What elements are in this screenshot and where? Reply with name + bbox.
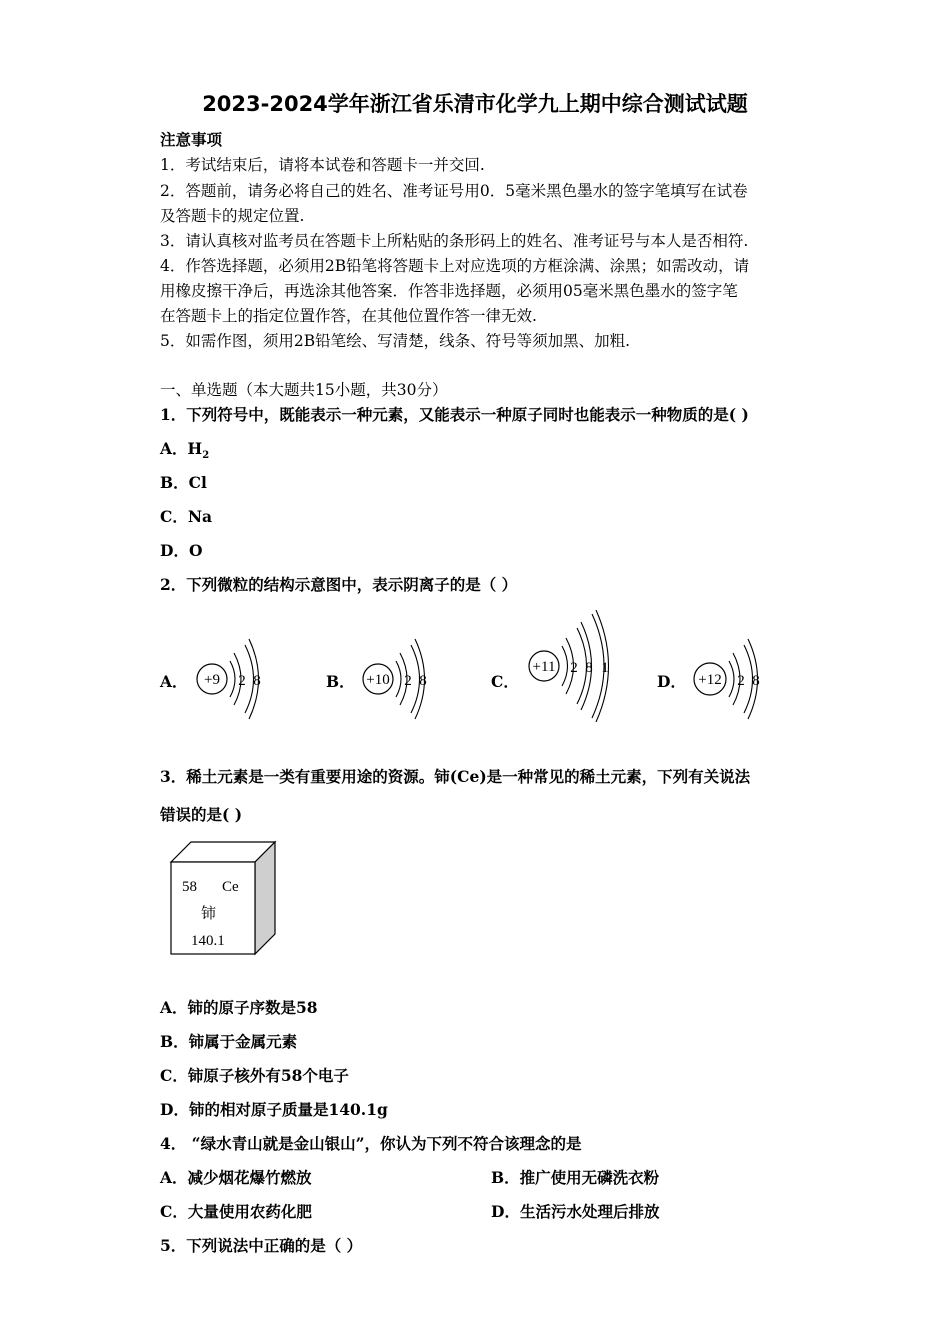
- q3-option-d: D．铈的相对原子质量是140.1g: [160, 1100, 388, 1119]
- option-formula: O: [188, 541, 203, 560]
- shell-electrons: 8: [253, 673, 261, 689]
- option-label: C．: [160, 507, 188, 526]
- q3-option-a: A．铈的原子序数是58: [160, 998, 318, 1017]
- option-formula: Na: [187, 507, 213, 526]
- shell-electrons: 2: [238, 673, 246, 689]
- option-formula: H: [187, 439, 203, 458]
- notice-line: 及答题卡的规定位置.: [160, 207, 305, 225]
- q2-option-b-label: B．: [326, 672, 355, 691]
- notice-line: 3．请认真核对监考员在答题卡上所粘贴的条形码上的姓名、准考证号与本人是否相符.: [160, 232, 749, 250]
- shell-electrons: 8: [419, 673, 427, 689]
- question-3-stem: 3．稀土元素是一类有重要用途的资源。铈(Ce)是一种常见的稀土元素，下列有关说法: [160, 767, 751, 786]
- atom-diagram-c: [524, 610, 616, 722]
- nucleus-charge: +12: [698, 672, 722, 688]
- option-subscript: 2: [202, 450, 210, 462]
- electron-shell-arc: [729, 661, 734, 697]
- notice-line: 在答题卡上的指定位置作答，在其他位置作答一律无效.: [160, 307, 537, 325]
- electron-shell-arc: [744, 645, 753, 713]
- question-1-stem: 1．下列符号中，既能表示一种元素，又能表示一种原子同时也能表示一种物质的是( ): [160, 405, 749, 424]
- element-name: 铈: [201, 904, 217, 922]
- option-formula: Cl: [188, 473, 207, 492]
- nucleus-charge: +11: [532, 659, 556, 675]
- q1-option-c: [160, 505, 212, 527]
- q4-option-a: A．减少烟花爆竹燃放: [160, 1168, 312, 1187]
- shell-electrons: 8: [752, 673, 760, 689]
- question-2-stem: 2．下列微粒的结构示意图中，表示阴离子的是（ ）: [160, 575, 518, 594]
- q1-option-a: [160, 437, 209, 461]
- q1-option-b: [160, 471, 207, 493]
- question-5-stem: 5．下列说法中正确的是（ ）: [160, 1236, 363, 1255]
- option-label: B．: [160, 473, 189, 492]
- q3-option-c: C．铈原子核外有58个电子: [160, 1066, 349, 1085]
- q2-option-a-label: A．: [160, 672, 188, 691]
- notice-heading: 注意事项: [160, 130, 223, 149]
- q1-option-d: [160, 539, 202, 561]
- atomic-mass: 140.1: [191, 933, 225, 949]
- nucleus-charge: +9: [204, 672, 220, 688]
- q2-option-d-label: D．: [657, 672, 686, 691]
- shell-electrons: 2: [404, 673, 412, 689]
- shell-electrons: 8: [585, 660, 593, 676]
- q4-option-b: B．推广使用无磷洗衣粉: [491, 1168, 660, 1187]
- nucleus-charge: +10: [366, 672, 390, 688]
- electron-shell-arc: [245, 645, 254, 713]
- option-label: A．: [160, 439, 188, 458]
- q2-option-c-label: C．: [491, 672, 519, 691]
- electron-shell-arc: [396, 661, 401, 697]
- atomic-number: 58: [182, 879, 197, 895]
- notice-line: 2．答题前，请务必将自己的姓名、准考证号用0．5毫米黑色墨水的签字笔填写在试卷: [160, 182, 748, 200]
- atom-diagram-d: [688, 633, 772, 723]
- question-4-stem: 4． “绿水青山就是金山银山”，你认为下列不符合该理念的是: [160, 1134, 582, 1153]
- shell-electrons: 2: [737, 673, 745, 689]
- q4-option-d: D．生活污水处理后排放: [491, 1202, 660, 1221]
- notice-line: 4．作答选择题，必须用2B铅笔将答题卡上对应选项的方框涂满、涂黑；如需改动，请: [160, 257, 750, 275]
- electron-shell-arc: [411, 645, 420, 713]
- atom-diagram-b: [358, 633, 438, 723]
- card-side-face: [255, 842, 275, 954]
- atom-diagram-a: [192, 633, 272, 723]
- element-symbol: Ce: [222, 879, 239, 895]
- electron-shell-arc: [230, 661, 235, 697]
- notice-line: 1．考试结束后，请将本试卷和答题卡一并交回.: [160, 156, 485, 174]
- electron-shell-arc: [562, 646, 568, 686]
- question-3-stem-cont: 错误的是( ): [160, 805, 243, 824]
- section-heading: 一、单选题（本大题共15小题，共30分）: [160, 381, 448, 399]
- notice-line: 用橡皮擦干净后，再选涂其他答案．作答非选择题，必须用05毫米黑色墨水的签字笔: [160, 282, 738, 300]
- notice-line: 5．如需作图，须用2B铅笔绘、写清楚，线条、符号等须加黑、加粗.: [160, 332, 631, 350]
- shell-electrons: 1: [601, 660, 609, 676]
- element-card: [168, 840, 278, 958]
- q3-option-b: B．铈属于金属元素: [160, 1032, 298, 1051]
- page-title: 2023-2024学年浙江省乐清市化学九上期中综合测试试题: [202, 92, 748, 116]
- shell-electrons: 2: [570, 660, 578, 676]
- q4-option-c: C．大量使用农药化肥: [160, 1202, 312, 1221]
- option-label: D．: [160, 541, 189, 560]
